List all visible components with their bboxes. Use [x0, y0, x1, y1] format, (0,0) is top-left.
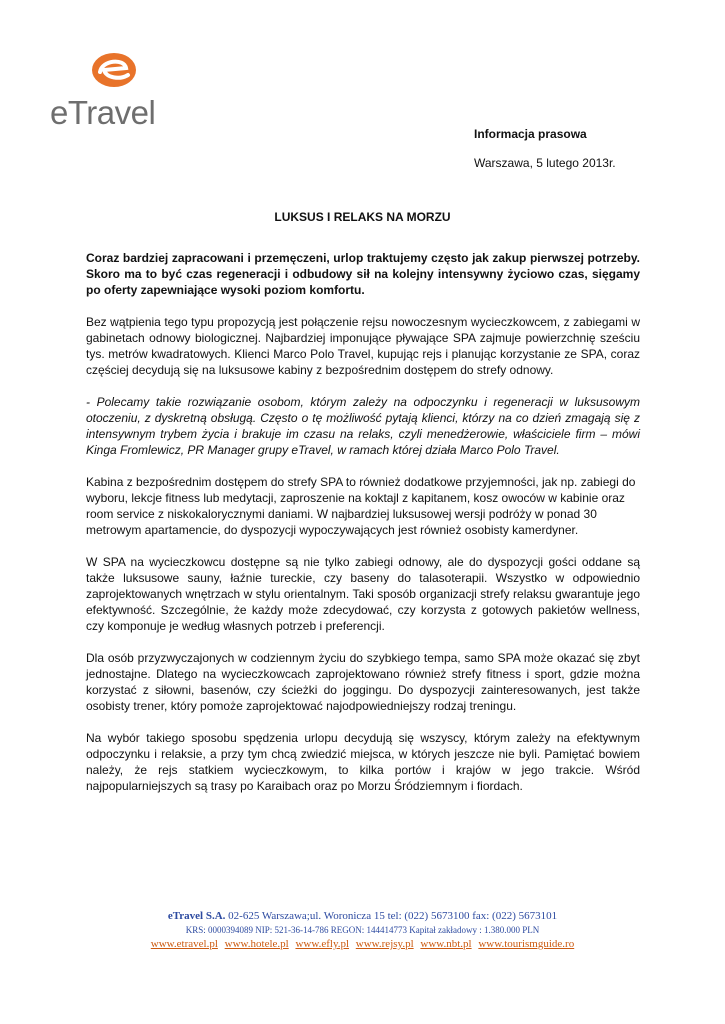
paragraph-3: W SPA na wycieczkowcu dostępne są nie tylko zabiegi odnowy, ale do dyspozycji gości oddane są także luksusowe sauny, łaźnie tureckie, czy baseny do talasoterapii. Wszystko w odpowiednio zaprojektowanych wnętrzach w stylu orientalnym. Taki sposób organizacji strefy relaksu gwarantuje jego efektywność. Szczególnie, że każdy może zdecydować, czy korzysta z gotowych pakietów wellness, czy komponuje je według własnych potrzeb i preferencji.	[86, 555, 640, 633]
paragraph-5: Na wybór takiego sposobu spędzenia urlopu decydują się wszyscy, którym zależy na efektywnym odpoczynku i relaksie, a przy tym chcą zwiedzić miejsca, w których jeszcze nie byli. Pamiętać bowiem należy, że rejs statkiem wycieczkowym, to kilka portów i krajów w jego trakcie. Wśród najpopularniejszych są trasy po Karaibach oraz po Morzu Śródziemnym i fiordach.	[86, 731, 640, 793]
paragraph-2: Kabina z bezpośrednim dostępem do strefy SPA to również dodatkowe przyjemności, jak np. zabiegi do wyboru, lekcje fitness lub medytacji, zaproszenie na koktajl z kapitanem, kosz owoców w kabinie oraz room service z niskokalorycznymi daniami. W najbardziej luksusowej wersji podróży w ponad 30 metrowym apartamencie, do dyspozycji wypoczywających jest również osobisty kamerdyner.	[86, 475, 636, 537]
date-line: Warszawa, 5 lutego 2013r.	[474, 156, 616, 170]
etravel-logo	[50, 50, 168, 131]
footer-links	[0, 937, 725, 952]
quote-paragraph: - Polecamy takie rozwiązanie osobom, którym zależy na odpoczynku i regeneracji w luksusowym otoczeniu, z dyskretną obsługą. Często o tę możliwość pytają klienci, którzy na co dzień zmagają się z intensywnym trybem życia i brakuje im czasu na relaks, czyli menedżerowie, właściciele firm – mówi Kinga Fromlewicz, PR Manager grupy eTravel, w ramach której działa Marco Polo Travel.	[86, 395, 640, 457]
footer-company: eTravel S.A.	[167, 910, 226, 922]
footer	[0, 909, 725, 952]
article-title: LUKSUS I RELAKS NA MORZU	[274, 210, 451, 224]
article-body	[86, 250, 640, 810]
footer-registry: KRS: 0000394089 NIP: 521-36-14-786 REGON: 144414773 Kapitał zakładowy : 1.380.000 PLN	[185, 925, 540, 935]
logo-text: eTravel	[50, 94, 156, 131]
lead-paragraph: Coraz bardziej zapracowani i przemęczeni, urlop traktujemy często jak zakup pierwszej potrzeby. Skoro ma to być czas regeneracji i odbudowy sił na kolejny intensywny życiowo czas, sięgamy po oferty zapewniające wysoki poziom komfortu.	[86, 251, 640, 297]
etravel-e-swirl-icon	[90, 50, 138, 90]
paragraph-4: Dla osób przyzwyczajonych w codziennym życiu do szybkiego tempa, samo SPA może okazać się zbyt jednostajne. Dlatego na wycieczkowcach zaprojektowano również strefy fitness i sport, gdzie można korzystać z siłowni, basenów, czy ścieżki do joggingu. Do dyspozycji zainteresowanych, jest także osobisty trener, który pomoże zaprojektować najodpowiedniejszy rodzaj treningu.	[86, 651, 640, 713]
footer-link[interactable]: www.tourismguide.ro	[478, 938, 575, 950]
footer-link[interactable]: www.hotele.pl	[224, 938, 289, 950]
footer-link[interactable]: www.etravel.pl	[150, 938, 218, 950]
footer-link[interactable]: www.efly.pl	[295, 938, 350, 950]
press-release-label: Informacja prasowa	[474, 127, 587, 141]
footer-address-line	[0, 909, 725, 924]
footer-address: 02-625 Warszawa;ul. Woronicza 15 tel: (022) 5673100 fax: (022) 5673101	[228, 910, 558, 922]
paragraph-1: Bez wątpienia tego typu propozycją jest połączenie rejsu nowoczesnym wycieczkowcem, z zabiegami w gabinetach odnowy biologicznej. Najbardziej imponujące pływające SPA zajmuje powierzchnię sześciu tys. metrów kwadratowych. Klienci Marco Polo Travel, kupując rejs i planując korzystanie ze SPA, coraz częściej decydują się na luksusowe kabiny z bezpośrednim dostępem do strefy odnowy.	[86, 315, 640, 377]
footer-link[interactable]: www.nbt.pl	[420, 938, 472, 950]
footer-link[interactable]: www.rejsy.pl	[355, 938, 414, 950]
